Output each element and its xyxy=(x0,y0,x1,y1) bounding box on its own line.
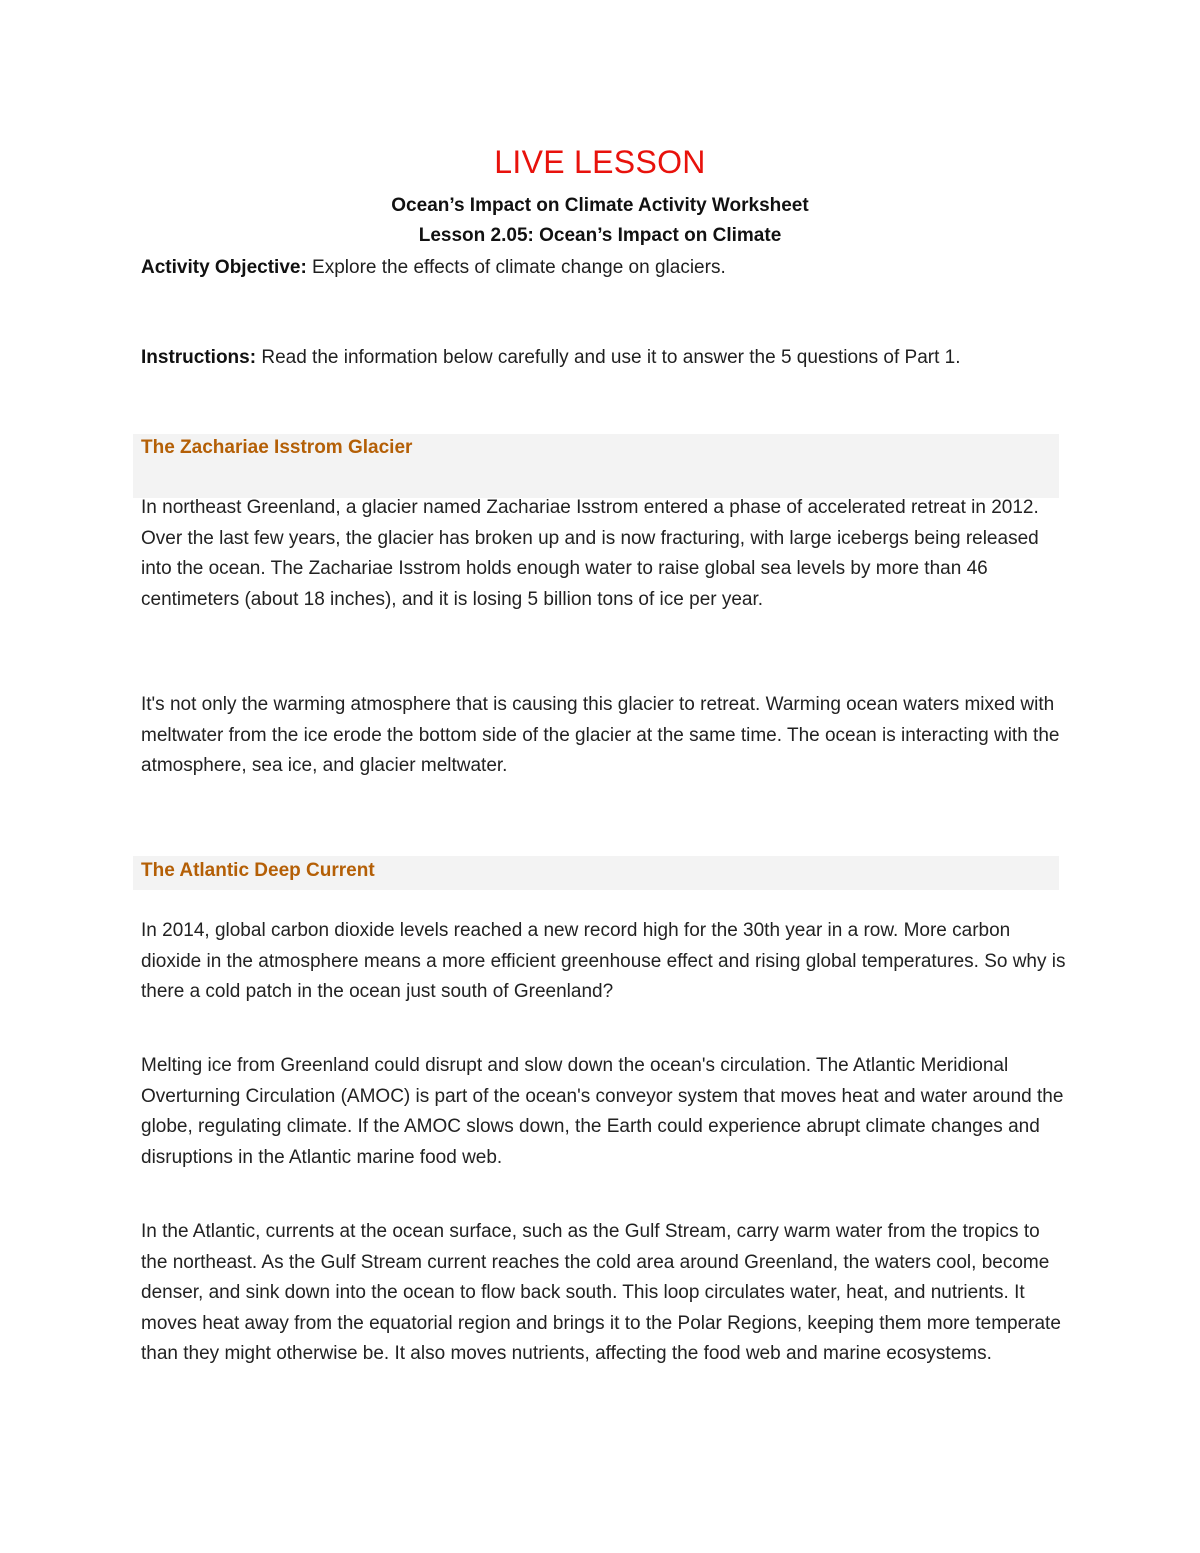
paragraph: It's not only the warming atmosphere that is causing this glacier to retreat. Warming ocean waters mixed with meltwater from the ice erode the bottom side of the glacier at the same time. The ocean is interacting with the atmosphere, sea ice, and glacier meltwater. xyxy=(141,694,1060,776)
paragraph: In the Atlantic, currents at the ocean surface, such as the Gulf Stream, carry warm water from the tropics to the northeast. As the Gulf Stream current reaches the cold area around Greenland, the waters cool, become denser, and sink down into the ocean to flow back south. This loop circulates water, heat, and nutrients. It moves heat away from the equatorial region and brings it to the Polar Regions, keeping them more temperate than they might otherwise be. It also moves nutrients, affecting the food web and marine ecosystems. xyxy=(141,1221,1061,1364)
instructions xyxy=(141,343,1061,374)
paragraph: In 2014, global carbon dioxide levels reached a new record high for the 30th year in a row. More carbon dioxide in the atmosphere means a more efficient greenhouse effect and rising global temperatures. So why is there a cold patch in the ocean just south of Greenland? xyxy=(141,920,1066,1002)
lesson-title: Lesson 2.05: Ocean’s Impact on Climate xyxy=(418,225,782,246)
section-heading-atlantic: The Atlantic Deep Current xyxy=(141,860,375,881)
worksheet-title: Ocean’s Impact on Climate Activity Worksheet xyxy=(391,195,809,216)
section-heading-zachariae: The Zachariae Isstrom Glacier xyxy=(141,437,413,458)
paragraph: In northeast Greenland, a glacier named Zachariae Isstrom entered a phase of accelerated retreat in 2012. Over the last few years, the glacier has broken up and is now fracturing, with large icebergs being released into the ocean. The Zachariae Isstrom holds enough water to raise global sea levels by more than 46 centimeters (about 18 inches), and it is losing 5 billion tons of ice per year. xyxy=(141,497,1039,610)
activity-objective-label: Activity Objective: xyxy=(141,257,307,278)
instructions-label: Instructions: xyxy=(141,347,257,368)
page-title: LIVE LESSON xyxy=(494,144,706,180)
activity-objective xyxy=(141,253,1061,284)
paragraph: Melting ice from Greenland could disrupt and slow down the ocean's circulation. The Atlantic Meridional Overturning Circulation (AMOC) is part of the ocean's conveyor system that moves heat and water around the globe, regulating climate. If the AMOC slows down, the Earth could experience abrupt climate changes and disruptions in the Atlantic marine food web. xyxy=(141,1055,1064,1168)
activity-objective-text: Explore the effects of climate change on glaciers. xyxy=(306,257,726,278)
instructions-text: Read the information below carefully and use it to answer the 5 questions of Part 1. xyxy=(256,347,961,368)
